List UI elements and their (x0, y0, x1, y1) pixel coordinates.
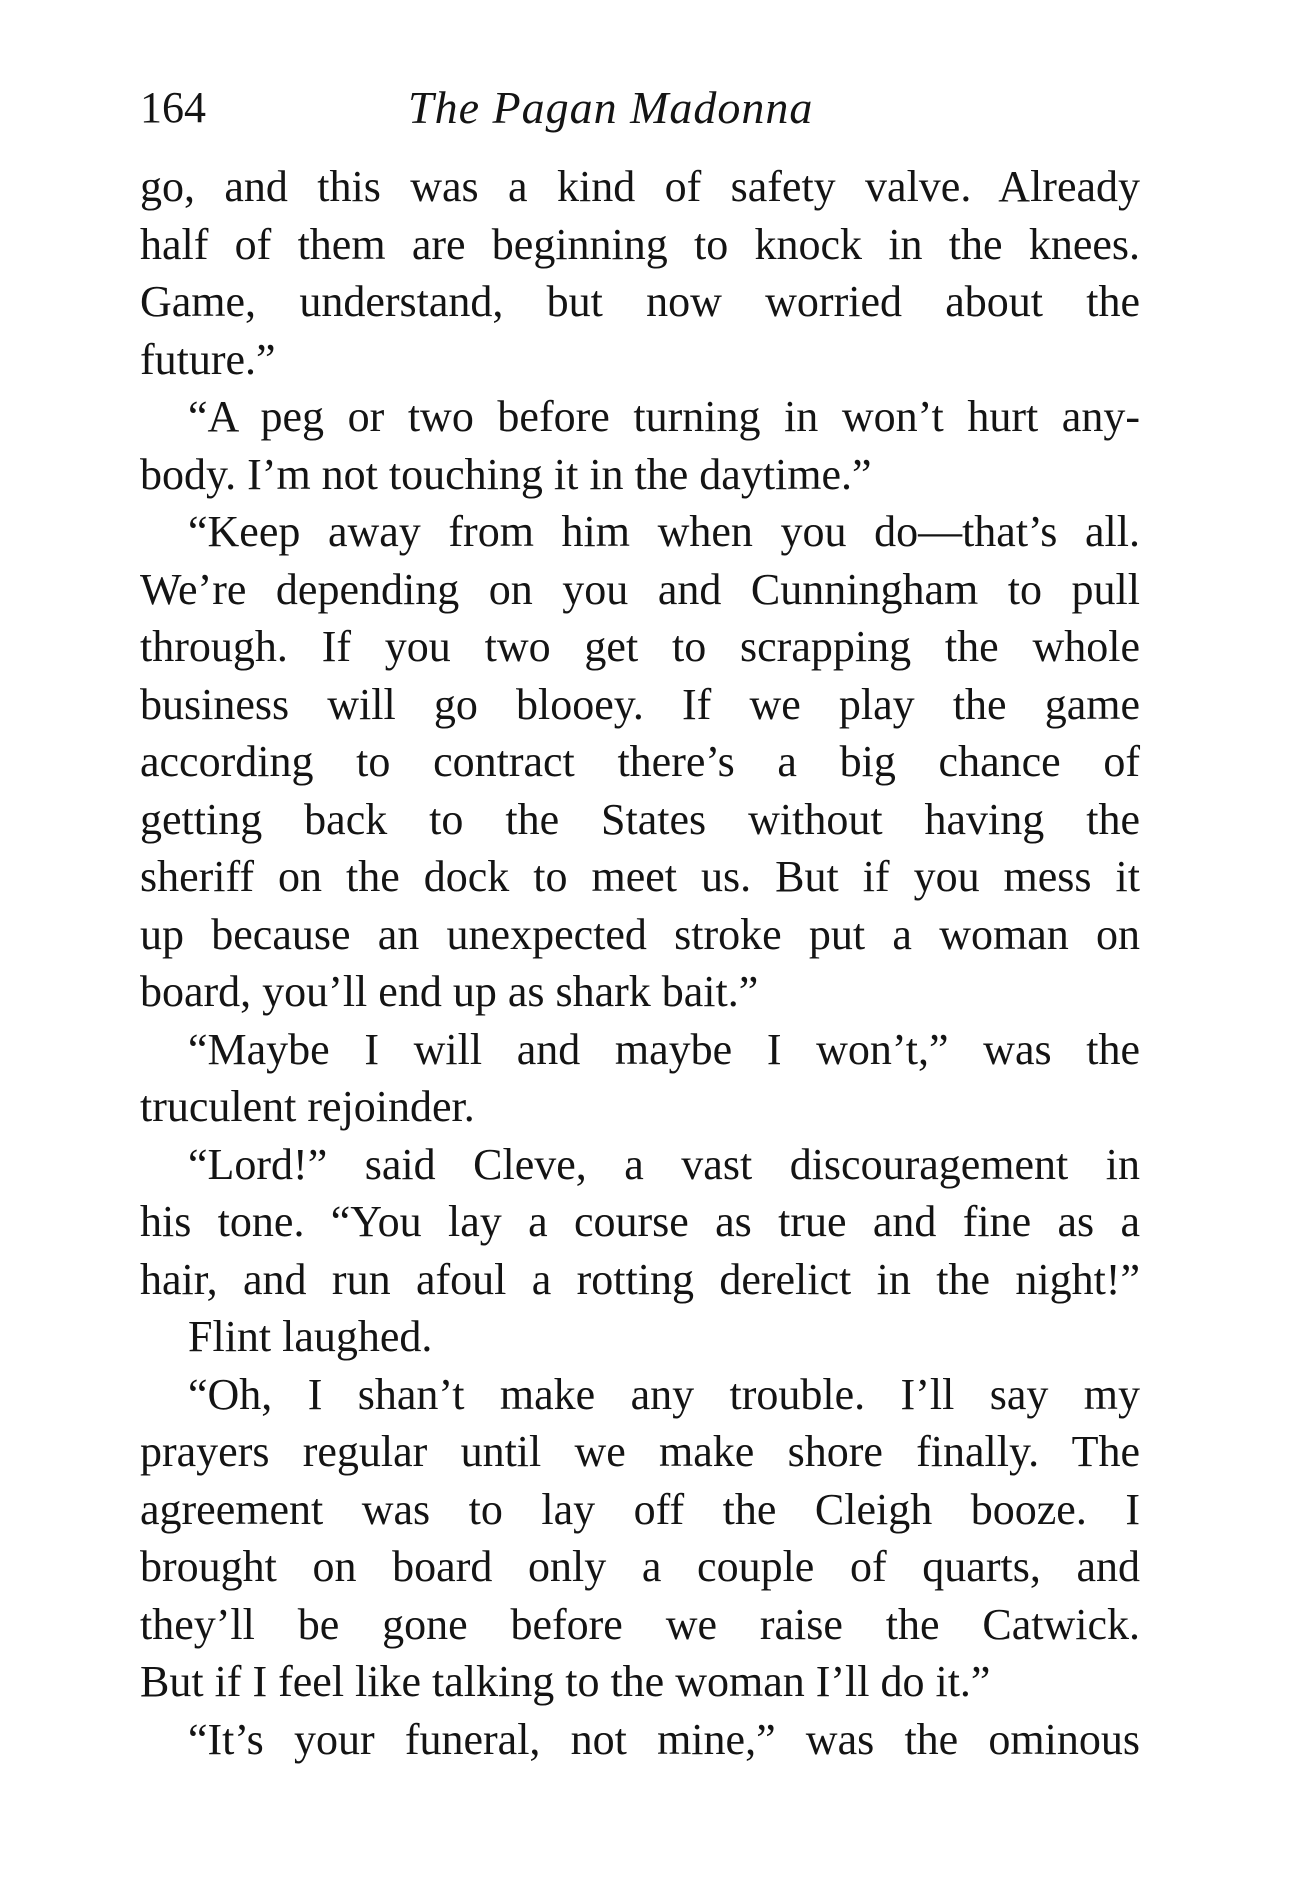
text-line: prayers regular until we make shore finally. The (140, 1427, 1140, 1476)
text-line: “Keep away from him when you do—that’s all. (188, 507, 1140, 556)
text-line: “It’s your funeral, not mine,” was the ominous (188, 1714, 1140, 1764)
page-number: 164 (140, 83, 206, 132)
text-line: board, you’ll end up as shark bait.” (140, 967, 759, 1016)
text-line: getting back to the States without having the (140, 794, 1140, 844)
body-text (140, 158, 1140, 1768)
text-line: his tone. “You lay a course as true and fine as a (140, 1197, 1140, 1246)
text-line: according to contract there’s a big chance of (140, 737, 1140, 786)
text-line: “Maybe I will and maybe I won’t,” was the (188, 1024, 1140, 1074)
text-line: brought on board only a couple of quarts, and (140, 1542, 1140, 1591)
text-line: truculent rejoinder. (140, 1082, 475, 1131)
page-header (140, 78, 1150, 138)
text-line: “Lord!” said Cleve, a vast discouragement in (188, 1139, 1140, 1189)
text-line: Game, understand, but now worried about the (140, 277, 1140, 326)
text-line: future.” (140, 334, 276, 384)
text-line: Flint laughed. (188, 1312, 433, 1361)
text-line: business will go blooey. If we play the game (140, 679, 1140, 729)
text-line: “A peg or two before turning in won’t hurt any- (188, 392, 1140, 441)
text-line: body. I’m not touching it in the daytime.” (140, 449, 872, 499)
text-line: But if I feel like talking to the woman I’ll do it.” (140, 1657, 991, 1706)
text-line: hair, and run afoul a rotting derelict in the night!” (140, 1254, 1140, 1304)
text-line: go, and this was a kind of safety valve. Already (140, 162, 1140, 211)
text-line: up because an unexpected stroke put a woman on (140, 909, 1140, 959)
text-line: through. If you two get to scrapping the whole (140, 622, 1140, 671)
text-line: agreement was to lay off the Cleigh booze. I (140, 1484, 1140, 1534)
text-line: half of them are beginning to knock in the knees. (140, 219, 1140, 269)
text-line: sheriff on the dock to meet us. But if you mess it (140, 852, 1140, 901)
running-title: The Pagan Madonna (408, 82, 814, 133)
text-line: We’re depending on you and Cunningham to pull (140, 564, 1140, 614)
text-line: they’ll be gone before we raise the Catwick. (140, 1599, 1140, 1649)
text-line: “Oh, I shan’t make any trouble. I’ll say my (188, 1369, 1140, 1419)
